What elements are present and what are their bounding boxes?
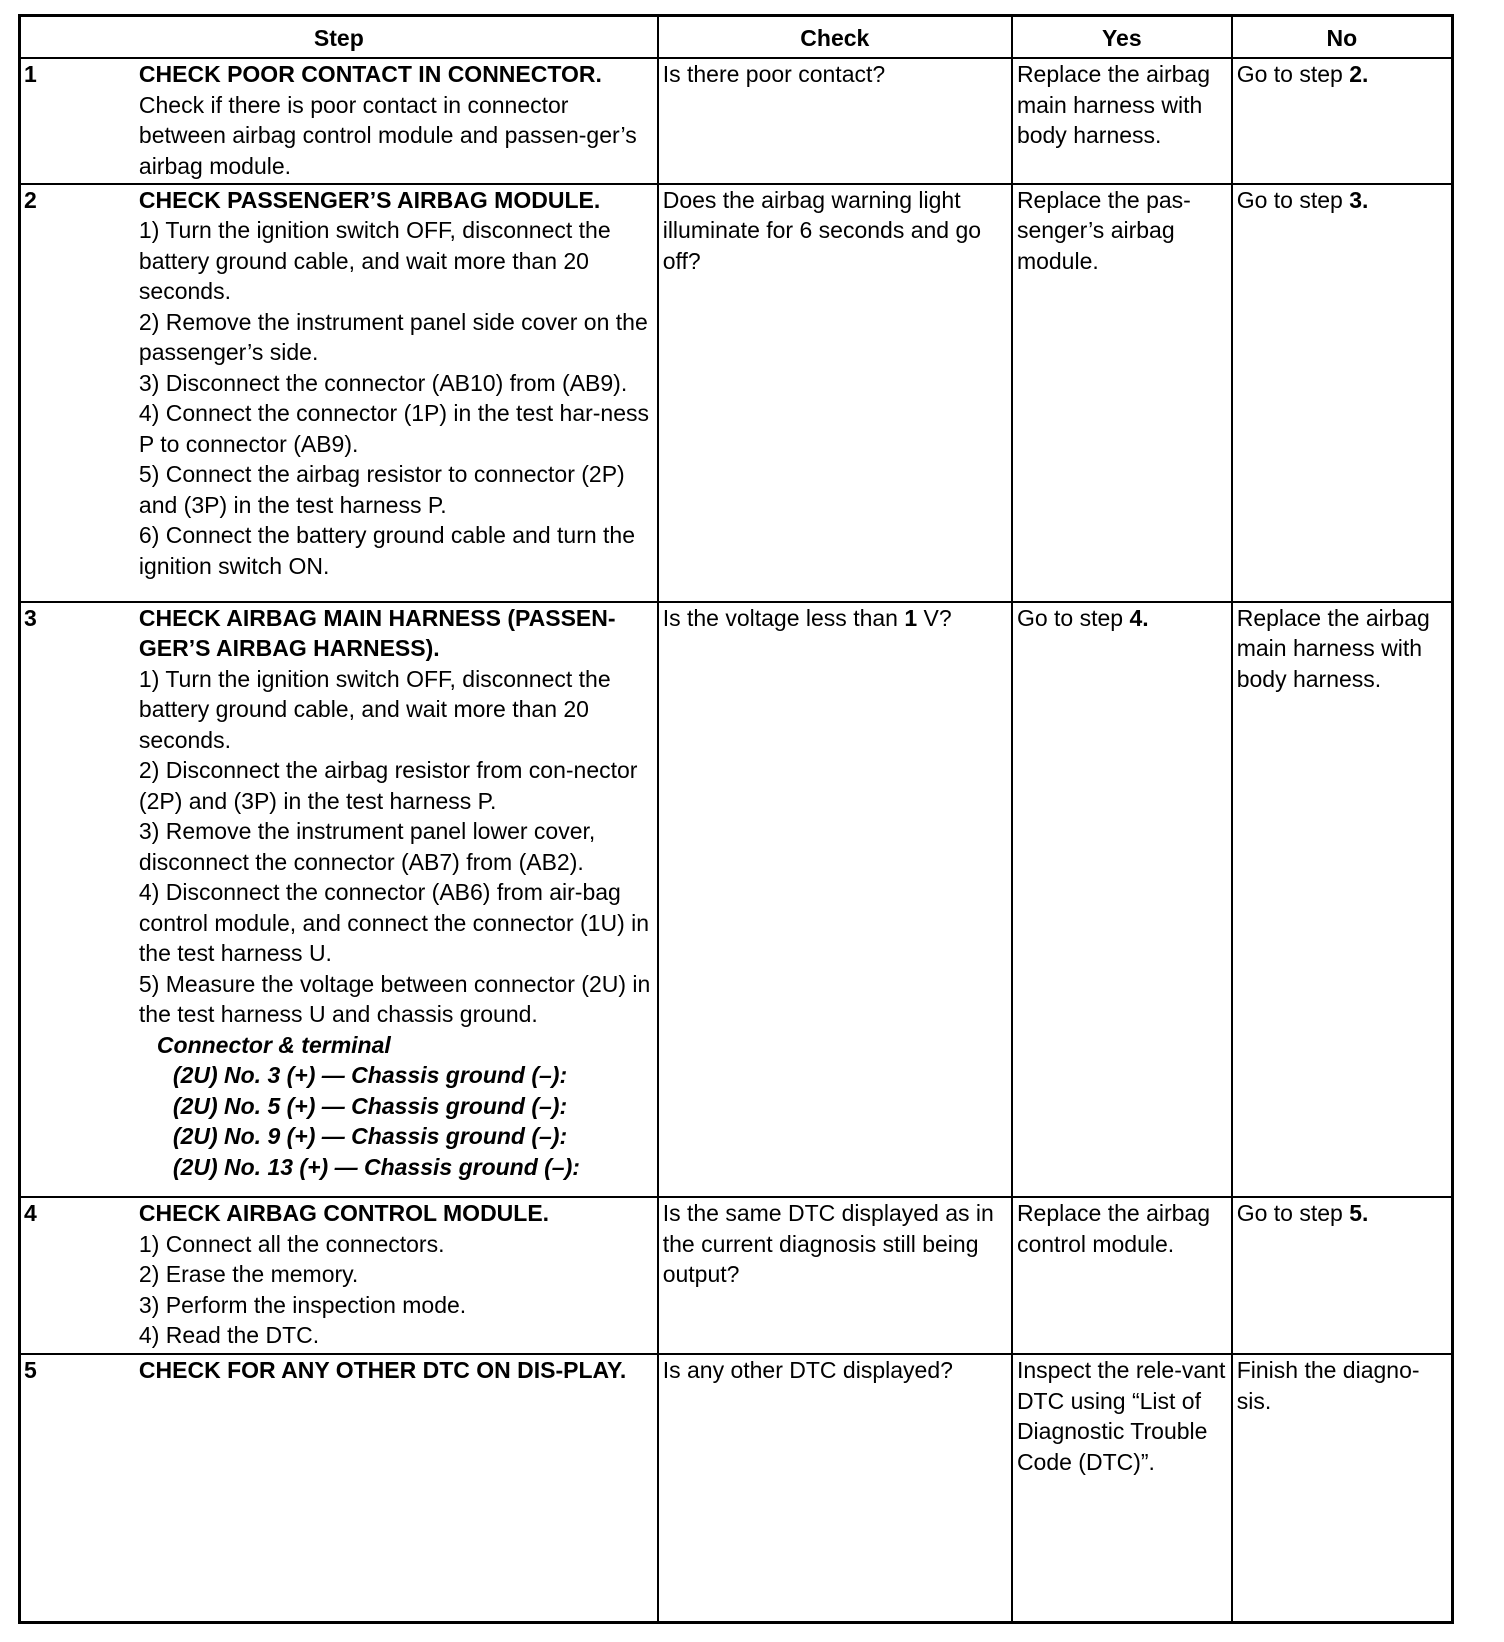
- yes-text: Replace the airbag main harness with body harness.: [1016, 61, 1211, 148]
- header-no: No: [1232, 16, 1453, 59]
- yes-cell: [1012, 602, 1232, 1198]
- check-value: 1: [904, 604, 918, 631]
- header-row: [20, 16, 1453, 59]
- no-text: Go to step: [1236, 186, 1350, 213]
- no-text: Replace the airbag main harness with body harness.: [1236, 604, 1430, 692]
- step-line: Check if there is poor contact in connector between airbag control module and passen-ger’s airbag module.: [138, 91, 637, 179]
- yes-step-ref: 4.: [1129, 604, 1149, 631]
- step-description: [139, 184, 658, 602]
- connector-terminal-heading: Connector & terminal: [156, 1031, 391, 1058]
- yes-text: Go to step: [1016, 604, 1130, 631]
- step-line: 1) Turn the ignition switch OFF, disconnect the battery ground cable, and wait more than 20 seconds.: [138, 217, 611, 305]
- step-title: CHECK POOR CONTACT IN CONNECTOR.: [138, 61, 602, 87]
- step-line: 2) Erase the memory.: [138, 1261, 359, 1288]
- no-cell: [1232, 1354, 1453, 1622]
- step-line: 2) Disconnect the airbag resistor from con-nector (2P) and (3P) in the test harness P.: [138, 757, 638, 814]
- no-text: Finish the diagno-sis.: [1236, 1357, 1420, 1414]
- connector-terminal-line: (2U) No. 13 (+) — Chassis ground (–):: [172, 1153, 580, 1180]
- header-step: Step: [20, 16, 658, 59]
- check-cell: [658, 602, 1012, 1198]
- check-text: Does the airbag warning light illuminate for 6 seconds and go off?: [662, 186, 982, 274]
- step-number: 5: [20, 1354, 139, 1622]
- check-text: Is the same DTC displayed as in the current diagnosis still being output?: [662, 1200, 994, 1288]
- no-step-ref: 3.: [1349, 186, 1369, 213]
- no-cell: [1232, 58, 1453, 184]
- check-text: Is any other DTC displayed?: [662, 1357, 953, 1384]
- step-number: 3: [20, 602, 139, 1198]
- connector-terminal-line: (2U) No. 5 (+) — Chassis ground (–):: [172, 1092, 568, 1119]
- table-row: [20, 184, 1453, 602]
- step-number: 4: [20, 1197, 139, 1354]
- step-line: 3) Remove the instrument panel lower cover, disconnect the connector (AB7) from (AB2).: [138, 818, 596, 875]
- diagnostic-table: [18, 14, 1454, 1624]
- no-cell: [1232, 602, 1453, 1198]
- no-cell: [1232, 1197, 1453, 1354]
- step-title: CHECK AIRBAG MAIN HARNESS (PASSEN-GER’S AIRBAG HARNESS).: [138, 604, 616, 662]
- connector-terminal-line: (2U) No. 9 (+) — Chassis ground (–):: [172, 1123, 568, 1150]
- check-cell: [658, 1197, 1012, 1354]
- no-step-ref: 5.: [1349, 1200, 1369, 1227]
- step-description: [139, 602, 658, 1198]
- step-number: 1: [20, 58, 139, 184]
- step-line: 3) Perform the inspection mode.: [138, 1291, 467, 1318]
- step-line: 1) Turn the ignition switch OFF, disconnect the battery ground cable, and wait more than 20 seconds.: [138, 665, 611, 753]
- table-row: [20, 1197, 1453, 1354]
- step-description: [139, 1197, 658, 1354]
- table-row: [20, 602, 1453, 1198]
- header-yes: Yes: [1012, 16, 1232, 59]
- step-line: 2) Remove the instrument panel side cover on the passenger’s side.: [138, 308, 648, 366]
- header-check: Check: [658, 16, 1012, 59]
- table-row: [20, 1354, 1453, 1622]
- no-cell: [1232, 184, 1453, 602]
- step-title: CHECK AIRBAG CONTROL MODULE.: [138, 1200, 550, 1227]
- table-row: [20, 58, 1453, 184]
- step-title: CHECK PASSENGER’S AIRBAG MODULE.: [138, 186, 601, 213]
- step-line: 4) Connect the connector (1P) in the test har-ness P to connector (AB9).: [138, 400, 650, 457]
- yes-cell: [1012, 1354, 1232, 1622]
- yes-text: Replace the airbag control module.: [1016, 1200, 1211, 1257]
- connector-terminal-line: (2U) No. 3 (+) — Chassis ground (–):: [172, 1062, 568, 1089]
- step-line: 1) Connect all the connectors.: [138, 1230, 445, 1257]
- yes-cell: [1012, 184, 1232, 602]
- step-line: 5) Measure the voltage between connector (2U) in the test harness U and chassis ground.: [138, 970, 651, 1028]
- step-line: 5) Connect the airbag resistor to connector (2P) and (3P) in the test harness P.: [138, 461, 625, 518]
- step-title: CHECK FOR ANY OTHER DTC ON DIS-PLAY.: [138, 1357, 627, 1384]
- check-cell: [658, 1354, 1012, 1622]
- step-line: 4) Disconnect the connector (AB6) from air-bag control module, and connect the connector (1U) in the test harness U.: [138, 879, 650, 967]
- step-line: 3) Disconnect the connector (AB10) from (AB9).: [138, 369, 628, 396]
- yes-text: Inspect the rele-vant DTC using “List of Diagnostic Trouble Code (DTC)”.: [1016, 1357, 1226, 1475]
- check-text: Is there poor contact?: [662, 61, 886, 87]
- step-line: 6) Connect the battery ground cable and turn the ignition switch ON.: [138, 522, 636, 579]
- step-number: 2: [20, 184, 139, 602]
- step-description: [139, 1354, 658, 1622]
- step-description: [139, 58, 658, 184]
- no-step-ref: 2.: [1349, 61, 1369, 87]
- check-unit: V?: [917, 604, 952, 631]
- no-text: Go to step: [1236, 1200, 1350, 1227]
- check-cell: [658, 184, 1012, 602]
- check-text: Is the voltage less than: [662, 604, 905, 631]
- step-line: 4) Read the DTC.: [138, 1322, 320, 1349]
- yes-text: Replace the pas-senger’s airbag module.: [1016, 186, 1191, 274]
- yes-cell: [1012, 1197, 1232, 1354]
- no-text: Go to step: [1236, 61, 1350, 87]
- check-cell: [658, 58, 1012, 184]
- yes-cell: [1012, 58, 1232, 184]
